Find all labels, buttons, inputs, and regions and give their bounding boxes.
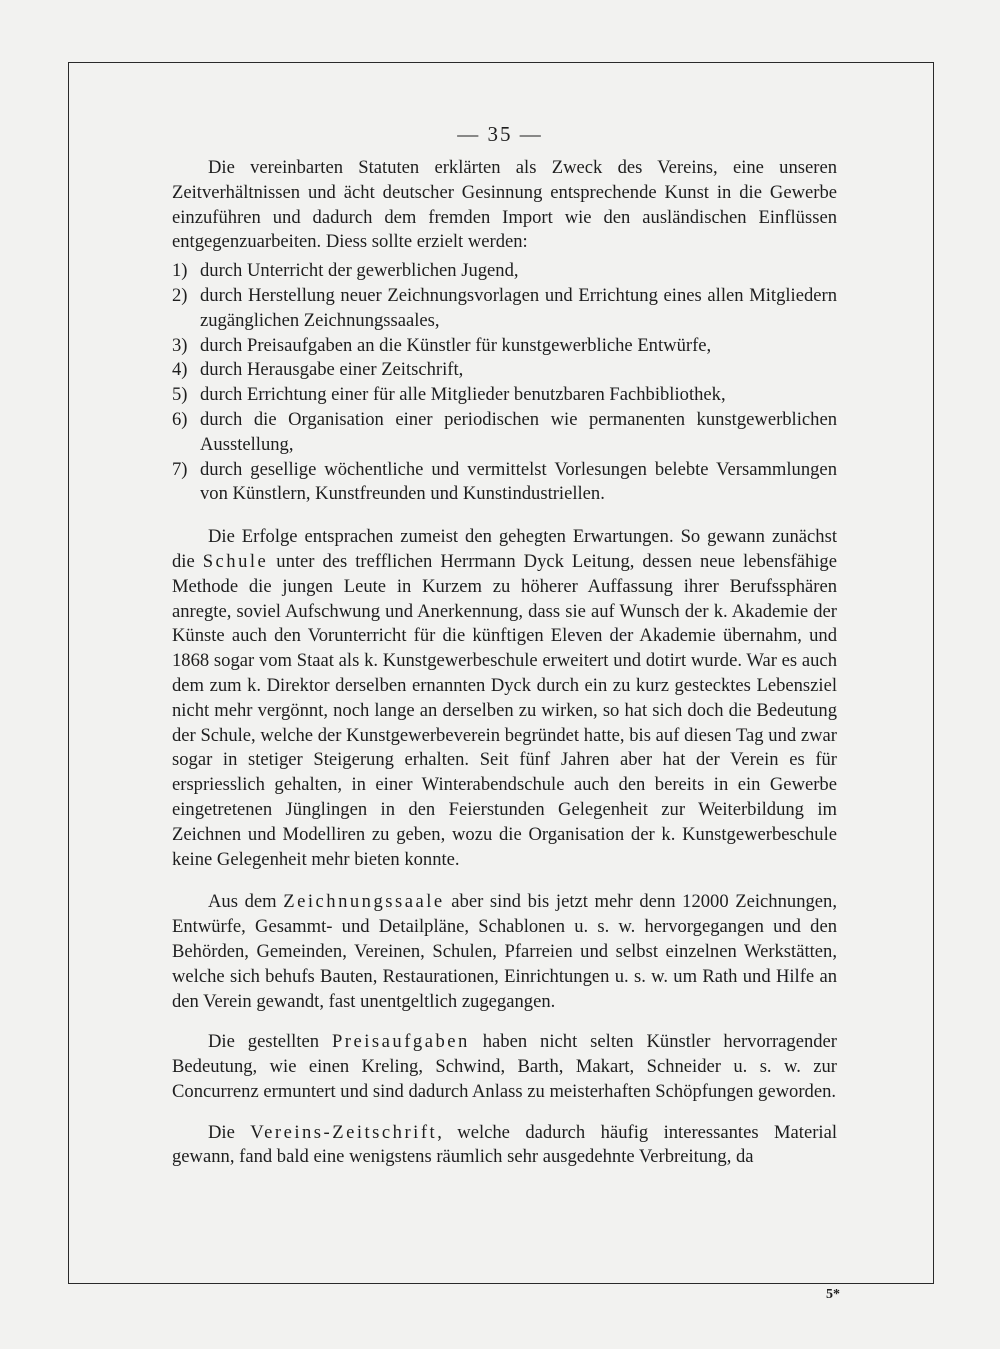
list-number: 1)	[172, 260, 188, 282]
list-item	[172, 358, 837, 383]
drawing-hall-paragraph	[172, 890, 837, 1014]
goals-list	[172, 259, 837, 507]
list-number: 5)	[172, 384, 188, 406]
para-text: Die	[208, 1121, 251, 1143]
list-item	[172, 408, 837, 458]
spaced-term: Vereins-Zeitschrift	[250, 1121, 438, 1143]
para-text: Die Erfolge entsprachen zumeist den gehegten Erwartungen. So gewann zunächst die	[172, 526, 837, 572]
list-item	[172, 458, 837, 508]
list-item	[172, 259, 837, 284]
list-text: durch Preisaufgaben an die Künstler für kunstgewerbliche Entwürfe,	[200, 334, 712, 356]
para-text: Die gestellten	[208, 1031, 332, 1053]
para-text: unter des trefflichen Herrmann Dyck Leitung, dessen neue lebensfähige Methode die jungen Leute in Kurzem zu höherer Auffassung ihrer Berufssphären anregte, soviel Aufschwung und Anerkennung, dass sie auf Wunsch der k. Akademie der Künste auch den Vorunterricht für die künftigen Eleven der Akademie übernahm, und 1868 sogar vom Staat als k. Kunstgewerbeschule erweitert und dotirt wurde. War es auch dem zum k. Direktor derselben ernannten Dyck durch ein zu kurz gestecktes Lebensziel nicht mehr vergönnt, noch lange an derselben zu wirken, so hat sich doch die Bedeutung der Schule, welche der Kunstgewerbeverein begründet hatte, bis auf diesen Tag und zwar sogar in stetiger Steigerung erhalten. Seit fünf Jahren aber hat der Verein es für erspriesslich gehalten, in einer Winterabendschule auch den bereits in ein Gewerbe eingetretenen Jünglingen in den Feierstunden Gelegenheit zur Weiterbildung im Zeichnen und Modelliren zu geben, wozu die Organisation der k. Kunstgewerbeschule keine Gelegenheit mehr bieten konnte.	[172, 550, 837, 870]
list-text: durch gesellige wöchentliche und vermittelst Vorlesungen belebte Versammlungen von Künstlern, Kunstfreunden und Kunstindustriellen.	[200, 458, 837, 505]
body-text	[172, 156, 837, 1170]
list-number: 2)	[172, 284, 188, 306]
list-text: durch Unterricht der gewerblichen Jugend,	[200, 260, 519, 282]
list-item	[172, 284, 837, 334]
para-text: haben nicht selten Künstler hervorragender Bedeutung, wie einen Kreling, Schwind, Barth, Makart, Schneider u. s. w. zur Concurrenz ermuntert und sind dadurch Anlass zu meisterhaften Schöpfungen geworden.	[172, 1031, 837, 1102]
para-text: Aus dem	[208, 891, 284, 913]
signature-mark: 5*	[826, 1287, 840, 1302]
list-item	[172, 383, 837, 408]
list-number: 4)	[172, 359, 188, 381]
journal-paragraph	[172, 1121, 837, 1171]
list-number: 3)	[172, 334, 188, 356]
list-text: durch Herstellung neuer Zeichnungsvorlagen und Errichtung eines allen Mitgliedern zugänglichen Zeichnungssaales,	[200, 284, 837, 331]
intro-paragraph: Die vereinbarten Statuten erklärten als Zweck des Vereins, eine unseren Zeitverhältnissen und ächt deutscher Gesinnung entsprechende Kunst in die Gewerbe einzuführen und dadurch dem fremden Import wie den ausländischen Einflüssen entgegenzuarbeiten. Diess sollte erzielt werden:	[172, 157, 837, 253]
list-number: 7)	[172, 458, 188, 480]
list-item	[172, 334, 837, 359]
para-text: , welche dadurch häufig interessantes Material gewann, fand bald eine wenigstens räumlich sehr ausgedehnte Verbreitung, da	[172, 1121, 837, 1168]
list-text: durch Herausgabe einer Zeitschrift,	[200, 359, 464, 381]
para-text: aber sind bis jetzt mehr denn 12000 Zeichnungen, Entwürfe, Gesammt- und Detailpläne, Schablonen u. s. w. hervorgegangen und den Behörden, Gemeinden, Vereinen, Schulen, Pfarreien und selbst einzelnen Werkstätten, welche sich behufs Bauten, Restaurationen, Einrichtungen u. s. w. um Rath und Hilfe an den Verein gewandt, fast unentgeltlich zugegangen.	[172, 891, 837, 1012]
spaced-term: Zeichnungssaale	[283, 891, 445, 913]
prize-paragraph	[172, 1030, 837, 1104]
page-number: — 35 —	[457, 122, 543, 146]
spaced-term: Schule	[202, 550, 269, 572]
list-number: 6)	[172, 408, 188, 430]
school-paragraph	[172, 525, 837, 872]
spaced-term: Preisaufgaben	[331, 1031, 470, 1053]
list-text: durch Errichtung einer für alle Mitglieder benutzbaren Fachbibliothek,	[200, 384, 726, 406]
list-text: durch die Organisation einer periodischen wie permanenten kunstgewerblichen Ausstellung,	[200, 408, 837, 455]
